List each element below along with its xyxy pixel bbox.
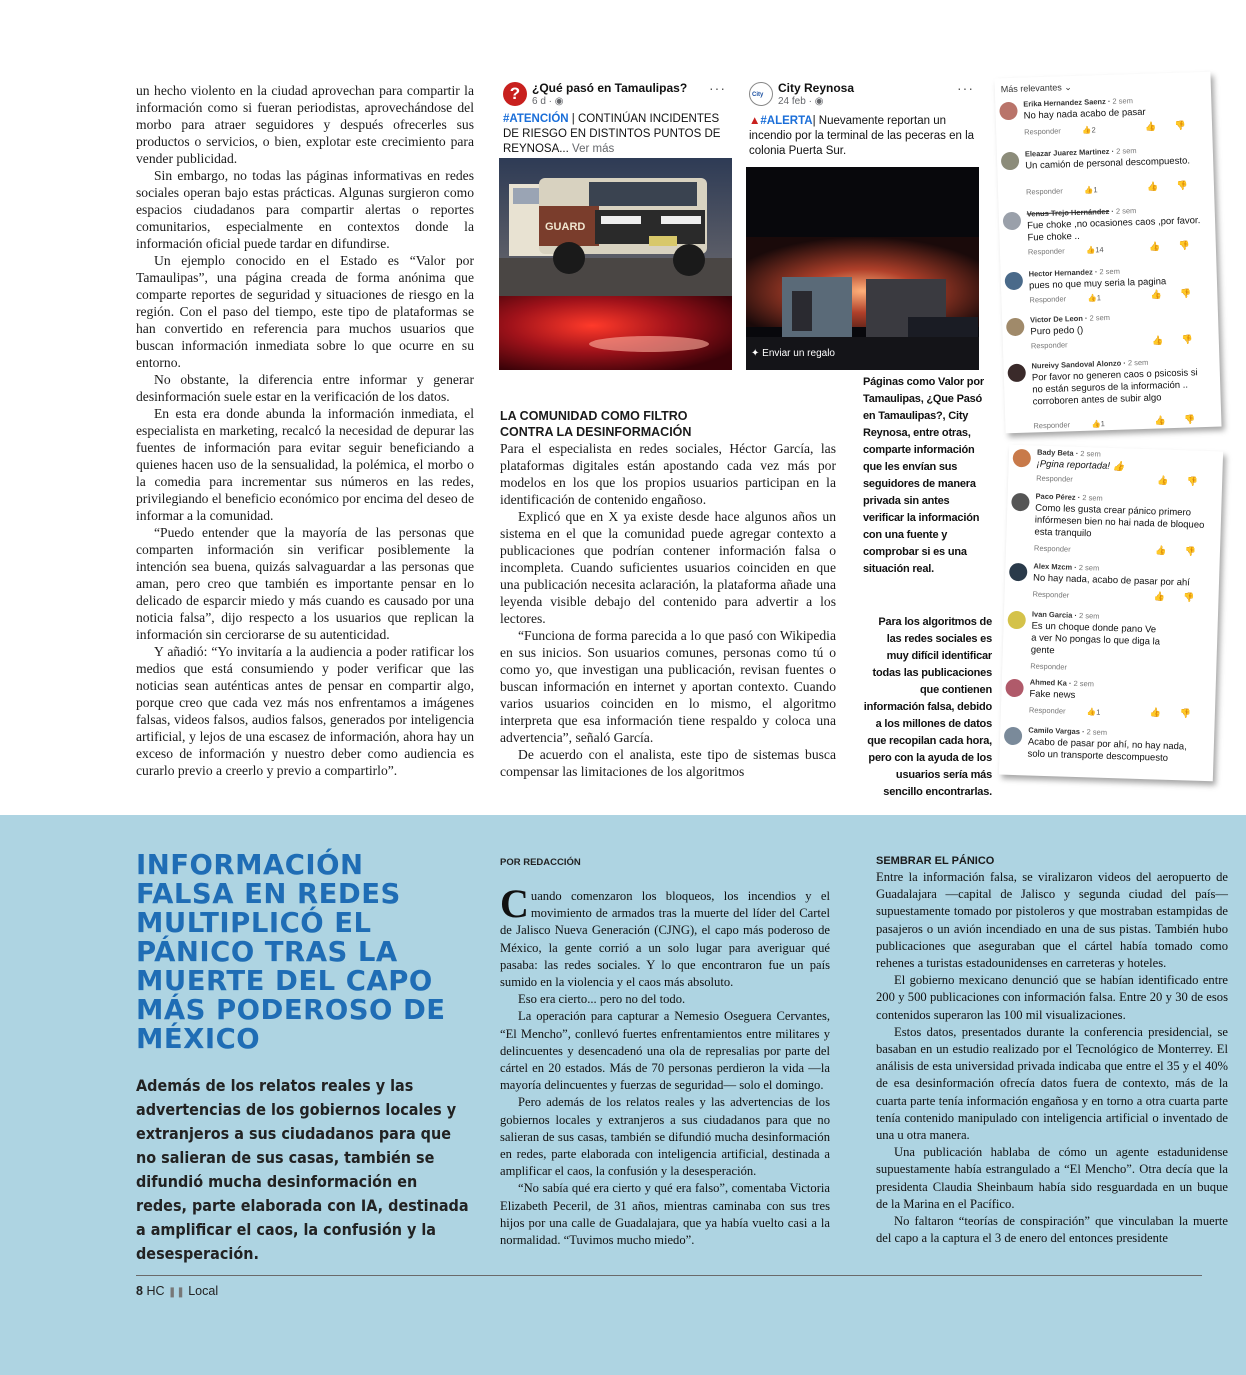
reply-link: Responder [1030, 661, 1068, 672]
separator-icon: ❚❚ [167, 1287, 185, 1298]
reply-link: Responder [1025, 186, 1063, 197]
comment-text: Como les gusta crear pánico primero infórmesen bien no hai nada de bloqueo esta tranquilo [1034, 502, 1205, 540]
comments-screenshot-2 [999, 445, 1223, 782]
thumbs-icon: 👍 👎 [1149, 707, 1200, 719]
paragraph: Sin embargo, no todas las páginas informativas en redes sociales operan bajo estas prácticas. Algunas surgieron como espacios ciudadanos para compartir alertas o reportes comunitarios, especialmente en contextos donde la información oficial puede tardar en difundirse. [136, 168, 474, 251]
comment [1005, 264, 1212, 310]
article-middle-column [500, 408, 836, 780]
avatar [1005, 679, 1024, 698]
reply-link: Responder [1036, 473, 1074, 484]
commenter-name: Alex Mzcm · 2 sem [1033, 561, 1100, 573]
comment [1010, 491, 1218, 563]
see-more-link: Ver más [572, 143, 615, 155]
comment-text: ¡Pgina reportada! 👍 [1036, 458, 1125, 473]
more-options-icon: ··· [709, 80, 726, 96]
truck-photo [499, 158, 732, 370]
avatar [1005, 272, 1024, 291]
post-body: | CONTINÚAN INCIDENTES DE RIESGO EN DISTINTOS PUNTOS DE REYNOSA... [503, 113, 721, 155]
avatar [1009, 563, 1028, 582]
post-text [745, 114, 980, 159]
reply-link: Responder [1029, 294, 1067, 305]
comment-text: pues no que muy seria la pagina [1028, 276, 1167, 292]
thumbs-icon: 👍 👎 [1153, 591, 1203, 603]
publication-name: HC [146, 1284, 165, 1298]
paragraph: Eso era cierto... pero no del todo. [518, 992, 686, 1007]
fire-photo [746, 167, 979, 370]
comment-text: Puro pedo () [1030, 324, 1084, 338]
section-name: Local [188, 1284, 219, 1298]
paragraph: Estos datos, presentados durante la conferencia presidencial, se basaban en un estudio realizado por el Tecnológico de Monterrey. El análisis de esta universidad privada indicaba que entre el 35 y el 40% de esa desinformación ofrecía datos fuera de contexto, más de la cuarta parte tenía información engañosa y en torno a otra cuarta parte tenía contenido manipulado con inteligencia artificial o inventado de una u otra manera. [876, 1024, 1228, 1143]
feature-column-2 [876, 854, 1228, 1247]
commenter-name: Paco Pérez · 2 sem [1035, 491, 1103, 503]
algorithm-caption: Para los algoritmos de las redes sociales es muy difícil identificar todas las publicaciones que contienen información falsa, debido a los millones de datos que recopilan cada hora, pero con la ayuda de los usuarios sería más sencillo encontrarlas. [863, 616, 992, 798]
avatar [1004, 727, 1023, 746]
paragraph: Y añadió: “Yo invitaría a la audiencia a poder ratificar los medios que está consumiendo y poder verificar que las noticias sean auténticas antes de pensar en compartir algo, porque creo que cada vez más nos enfrentamos a imágenes falsas, videos falsos, audios falsos, generados por inteligencia artificial, y lejos de una escasez de información, ahora hay un exceso de información y nuestro deber como audiencia es curarlo previo a creerlo y previo a compartirlo”. [136, 644, 474, 778]
page-avatar-icon [749, 82, 773, 106]
paragraph: Pero además de los relatos reales y las advertencias de los gobiernos locales y extranjeros a sus ciudadanos para que no salieran de sus casas, también se difundió mucha desinformación en redes, parte elaborada con inteligencia artificial, destinada a amplificar el caos, la confusión y la desesperación. [500, 1095, 830, 1179]
avatar [1013, 449, 1032, 468]
section-subhead [500, 408, 836, 440]
paragraph: Explicó que en X ya existe desde hace algunos años un sistema en el que la comunidad puede agregar contexto a publicaciones que podrían contener información falsa o incompleta. Cuando suficientes usuarios coinciden en que una publicación necesita aclaración, la plataforma añade una leyenda visible debajo del contenido para advertir a los lectores. [500, 509, 836, 626]
like-count: 👍1 [1087, 293, 1102, 303]
section-subhead: SEMBRAR EL PÁNICO [876, 855, 995, 867]
reply-link: Responder [1024, 126, 1062, 137]
reply-link: Responder [1033, 420, 1071, 431]
page-footer [136, 1284, 218, 1298]
commenter-name: Ivan Garcia · 2 sem [1031, 609, 1100, 621]
fb-post-header [499, 80, 732, 114]
page-number: 8 [136, 1284, 143, 1298]
reply-link: Responder [1028, 705, 1066, 716]
comment [1006, 609, 1214, 681]
comment-text: Fue choke ,no ocasiones caos ,por favor. Fue choke .. [1026, 215, 1201, 244]
like-count: 👍1 [1086, 707, 1101, 717]
commenter-name: Bady Beta · 2 sem [1036, 447, 1101, 459]
svg-text:GUARD: GUARD [545, 221, 586, 233]
thumbs-icon: 👍 👎 [1150, 288, 1200, 300]
commenter-name: Camilo Vargas · 2 sem [1028, 725, 1108, 737]
comment [1003, 204, 1210, 258]
comment-text: Por favor no generen caos o psicosis si no están seguros de la información .. corroboren antes de subir algo [1031, 367, 1198, 408]
paragraph: un hecho violento en la ciudad aprovechan para compartir la información como si fueran periodistas, aprovechándose del morbo para atraer seguidores y después ofrecerles sus productos o servicios, o bien, explotar este crecimiento para vender publicidad. [136, 83, 474, 166]
post-body: | Nuevamente reportan un incendio por la terminal de las peceras en la colonia Puerta Sur. [749, 115, 975, 157]
comment-text: Es un choque donde pano Ve a ver No pongas lo que diga la gente [1030, 620, 1161, 657]
like-count: 👍1 [1091, 419, 1106, 429]
comment [999, 94, 1206, 142]
comment-text: Un camión de personal descompuesto. [1025, 155, 1191, 172]
avatar [1006, 318, 1025, 337]
avatar [1007, 364, 1026, 383]
commenter-name: Ahmed Ka · 2 sem [1029, 677, 1095, 689]
commenter-name: Hector Hernandez · 2 sem [1028, 266, 1121, 279]
article-left-column [136, 82, 474, 779]
avatar [999, 102, 1018, 121]
feature-column-1 [500, 881, 830, 1249]
commenter-name: Venus Trejo Hernández · 2 sem [1026, 206, 1137, 219]
paragraph: De acuerdo con el analista, este tipo de sistemas busca compensar las limitaciones de los algoritmos [500, 747, 836, 779]
comment-text: No hay nada acabo de pasar [1023, 106, 1146, 122]
subhead-line: LA COMUNIDAD COMO FILTRO [500, 409, 688, 423]
comment [1005, 677, 1212, 727]
sort-label: Más relevantes ⌄ [1000, 82, 1073, 95]
paragraph: No faltaron “teorías de conspiración” que vinculaban la muerte del capo a la captura el 3 de enero del entonces presidente [876, 1214, 1228, 1246]
comment [1006, 310, 1213, 356]
reply-link: Responder [1032, 589, 1070, 600]
thumbs-icon: 👍 👎 [1154, 545, 1205, 557]
send-gift-label: ✦ Enviar un regalo [751, 348, 835, 359]
avatar [1003, 212, 1022, 231]
post-date: 6 d · ◉ [532, 96, 564, 107]
thumbs-icon: 👍 👎 [1154, 414, 1204, 426]
comment [1008, 561, 1215, 609]
paragraph: “Funciona de forma parecida a lo que pasó con Wikipedia en sus inicios. Son usuarios comunes, personas como tú o como yo, que investigan una publicación, revisan fuentes o buscan información en internet y aportan contexto. Cuando varios usuarios coinciden en lo mismo, el algoritmo interpreta que esa información tiene respaldo y coloca una advertencia”, señaló García. [500, 628, 836, 745]
fb-post-city-reynosa [745, 80, 980, 370]
comment [1003, 725, 1210, 777]
reply-link: Responder [1027, 246, 1065, 257]
commenter-name: Victor De Leon · 2 sem [1029, 312, 1111, 325]
avatar [1001, 152, 1020, 171]
paragraph: La operación para capturar a Nemesio Oseguera Cervantes, “El Mencho”, conllevó fuertes enfrentamientos entre militares y delincuentes y desencadenó una ola de represalias por parte del cártel en 20 estados. Más de 70 personas perdieron la vida —la mayoría delincuentes y fuerzas de seguridad— solo el domingo. [500, 1009, 830, 1093]
paragraph: Una publicación hablaba de cómo un agente estadunidense supuestamente había estrangulado a “El Mencho”. Otra decía que la presidenta Claudia Sheinbaum había sido resguardada en un buque de la Marina en el Pacífico. [876, 1145, 1228, 1211]
comment-text: Fake news [1029, 688, 1076, 701]
post-text [499, 112, 732, 157]
reply-link: Responder [1033, 543, 1071, 554]
paragraph: “Puedo entender que la mayoría de las personas que comparten información sin verificar posiblemente la intención sea buena, quizás salvaguardar a las personas que aman, pero creo que también es importante pensar en lo delicado de esparcir miedo y más cuando es causado por una noticia falsa”, dijo respecto a los usuarios que replican la información sin cerciorarse de su autenticidad. [136, 525, 474, 642]
paragraph [500, 881, 830, 991]
like-count: 👍14 [1085, 245, 1104, 255]
comment-text: No hay nada, acabo de pasar por ahí [1032, 572, 1191, 589]
svg-text:City: City [752, 92, 764, 98]
fb-post-que-paso-tamaulipas [499, 80, 732, 370]
paragraph: El gobierno mexicano denunció que se habían identificado entre 200 y 500 publicaciones con información falsa. Entre 20 y 30 de esos contenidos superaron las 100 mil visualizaciones. [876, 973, 1228, 1022]
paragraph: Para el especialista en redes sociales, Héctor García, las plataformas digitales están apostando cada vez más por modelos en los que los propios usuarios participan en la identificación de contenido engañoso. [500, 441, 836, 507]
alarm-icon: ▲ [749, 115, 761, 127]
paragraph: No obstante, la diferencia entre informar y generar desinformación suele estar en la verificación de los datos. [136, 372, 474, 404]
paragraph: Entre la información falsa, se viralizaron videos del aeropuerto de Guadalajara —capital de Jalisco y segunda ciudad del país— supuestamente tomado por pistoleros y que mostraban estampidas de pasajeros o un avión incendiado en una de sus pistas. También hubo publicaciones que aseguraban que el cártel había tomado como rehenes a turistas estadounidenses en carreteras y hoteles. [876, 870, 1228, 971]
page-name: ¿Qué pasó en Tamaulipas? [532, 81, 688, 95]
like-count: 👍2 [1082, 125, 1096, 135]
paragraph: “No sabía qué era cierto y qué era falso”, comentaba Victoria Elizabeth Peceril, de 31 años, mientras caminaba con sus tres hijos por una calle de Guadalajara, que ya había vuelto casi a la normalidad. “Tuvimos mucho miedo”. [500, 1181, 830, 1248]
post-date: 24 feb · ◉ [778, 96, 824, 107]
avatar [1011, 493, 1030, 512]
photo-caption: Páginas como Valor por Tamaulipas, ¿Que Pasó en Tamaulipas?, City Reynosa, entre otras, comparte información que les envían sus seguidores de manera privada sin antes verificar la información con una fuente y comprobar si es una situación real. [863, 376, 984, 575]
commenter-name: Erika Hernandez Saenz · 2 sem [1023, 96, 1134, 109]
byline: POR REDACCIÓN [500, 857, 581, 868]
page-name: City Reynosa [778, 81, 855, 95]
comment [1007, 356, 1215, 430]
paragraph: En esta era donde abunda la información inmediata, el especialista en marketing, recalcó la necesidad de depurar las fuentes de información para evitar seguir beneficiando a quienes hacen uso de la sensualidad, la polémica, el morbo o la comedia para incrementar sus números en las redes, privilegiando el beneficio económico por encima del deseo de informar a la comunidad. [136, 406, 474, 523]
thumbs-icon: 👍 👎 [1146, 180, 1197, 192]
commenter-name: Nureivy Sandoval Alonzo · 2 sem [1031, 357, 1149, 371]
hashtag: #ALERTA [760, 115, 813, 127]
commenter-name: Eleazar Juarez Martinez · 2 sem [1024, 146, 1137, 159]
comment-text: Acabo de pasar por ahí, no hay nada, solo un transporte descompuesto [1027, 736, 1187, 764]
more-options-icon: ··· [957, 80, 974, 96]
drop-cap: C [500, 881, 529, 926]
comments-screenshot-1 [994, 72, 1221, 434]
reply-link: Responder [1030, 340, 1068, 351]
feature-dek: Además de los relatos reales y las advertencias de los gobiernos locales y extranjeros a sus ciudadanos para que no salieran de sus casas, también se difundió mucha desinformación en redes, parte elaborada con IA, destinada a amplificar el caos, la confusión y la desesperación. [136, 1076, 469, 1263]
feature-headline: INFORMACIÓN FALSA EN REDES MULTIPLICÓ EL PÁNICO TRAS LA MUERTE DEL CAPO MÁS PODEROSO DE MÉXICO [136, 849, 446, 1055]
comment [1001, 144, 1208, 198]
footer-rule [136, 1275, 1202, 1276]
avatar [1007, 611, 1026, 630]
thumbs-icon: 👍 👎 [1144, 120, 1195, 132]
page-avatar-icon: ? [503, 82, 527, 106]
thumbs-icon: 👍 👎 [1151, 334, 1201, 346]
fb-post-header [745, 80, 980, 114]
hashtag: #ATENCIÓN [503, 113, 569, 125]
lead-text: uando comenzaron los bloqueos, los incendios y el movimiento de armados tras la muerte del líder del Cartel de Jalisco Nueva Generación (CJNG), el capo más poderoso de México, la gente corrió a un solo lugar para averiguar qué pasaba: las redes sociales. Y lo que encontraron fue un país sumido en la violencia y el caos más absoluto. [500, 889, 830, 990]
thumbs-icon: 👍 👎 [1148, 240, 1198, 252]
paragraph: Un ejemplo conocido en el Estado es “Valor por Tamaulipas”, una página creada de forma anónima que comparte reportes de seguridad y situaciones de riesgo en la región. Con el paso del tiempo, este tipo de plataformas se han convertido en referencia para muchos usuarios que buscan información inmediata sobre lo que ocurre en su entorno. [136, 253, 474, 370]
subhead-line: CONTRA LA DESINFORMACIÓN [500, 425, 692, 439]
comment [1012, 447, 1219, 493]
thumbs-icon: 👍 👎 [1157, 475, 1207, 487]
like-count: 👍1 [1083, 185, 1098, 195]
